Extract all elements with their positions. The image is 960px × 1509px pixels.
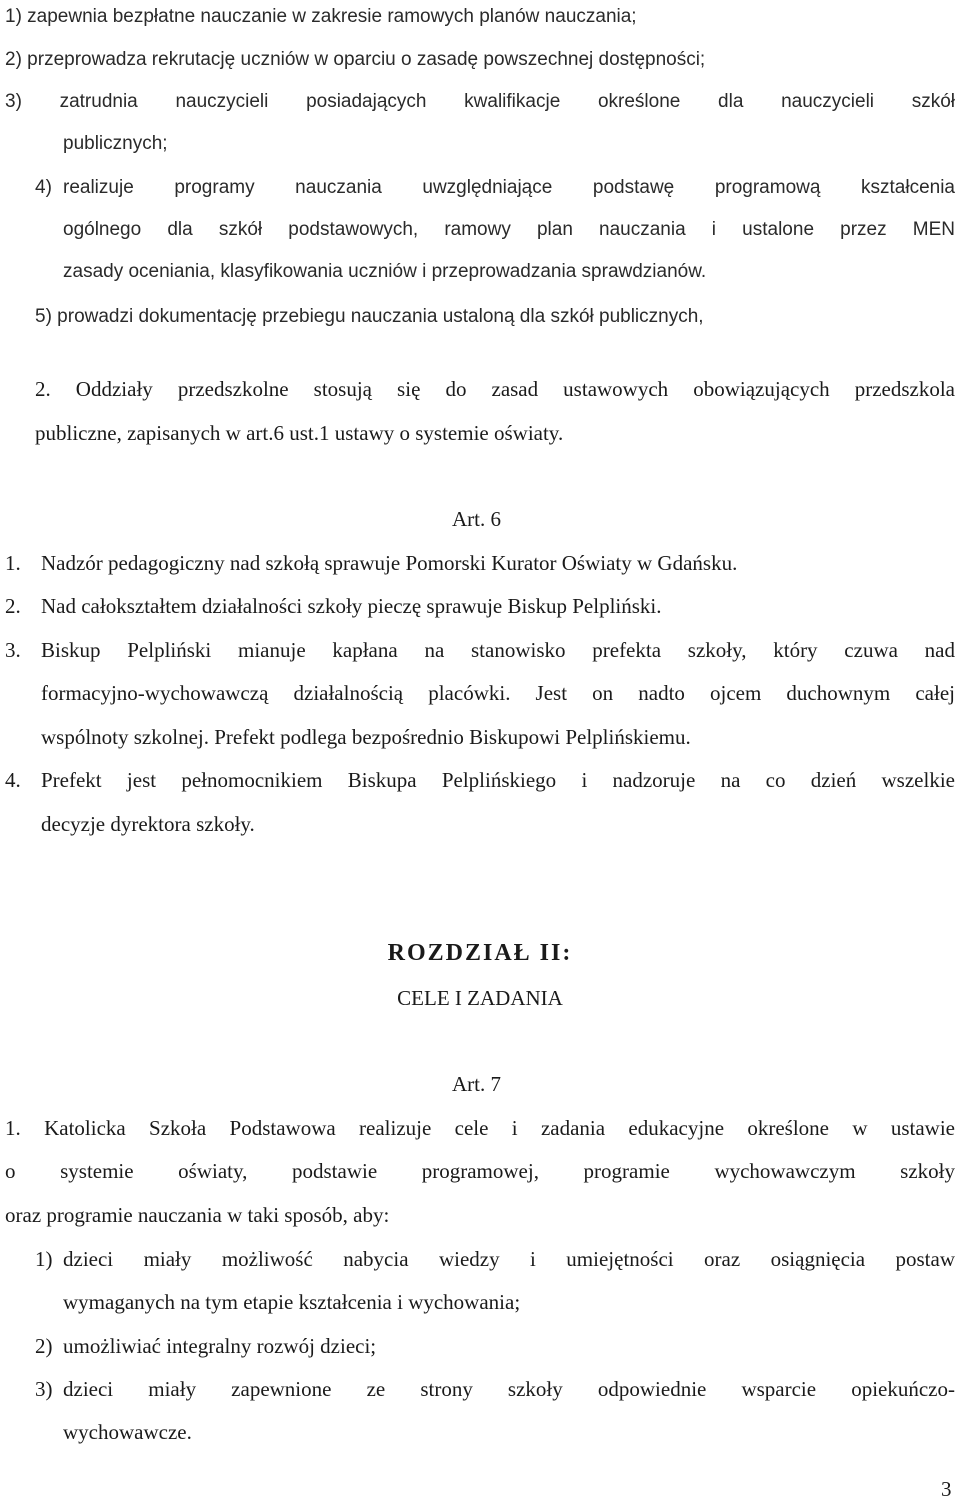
art6-item-4: Prefekt jest pełnomocnikiem Biskupa Pelplińskiego i nadzoruje na co dzień wszelkie xyxy=(41,768,955,792)
list-item-2: 2) przeprowadza rekrutację uczniów w oparciu o zasadę powszechnej dostępności; xyxy=(5,49,706,70)
art7-item-1-cont: wymaganych na tym etapie kształcenia i wychowania; xyxy=(63,1290,521,1314)
art6-item-3-cont2: wspólnoty szkolnej. Prefekt podlega bezpośrednio Biskupowi Pelplińskiemu. xyxy=(41,725,691,749)
list-item-4-cont: ogólnego dla szkół podstawowych, ramowy plan nauczania i ustalone przez MEN xyxy=(63,219,955,240)
art6-item-2: Nad całokształtem działalności szkoły pieczę sprawuje Biskup Pelpliński. xyxy=(41,594,662,618)
article-6-title: Art. 6 xyxy=(452,507,501,531)
art7-item-2-number: 2) xyxy=(35,1334,53,1358)
art6-item-2-number: 2. xyxy=(5,594,21,618)
list-item-3: 3) zatrudnia nauczycieli posiadających kwalifikacje określone dla nauczycieli szkół xyxy=(5,91,955,112)
list-item-4: realizuje programy nauczania uwzględniające podstawę programową kształcenia xyxy=(63,177,955,198)
article-7-title: Art. 7 xyxy=(452,1072,501,1096)
art7-item-1-number: 1) xyxy=(35,1247,53,1271)
art6-item-3: Biskup Pelpliński mianuje kapłana na stanowisko prefekta szkoły, który czuwa nad xyxy=(41,638,955,662)
art7-item-1: dzieci miały możliwość nabycia wiedzy i umiejętności oraz osiągnięcia postaw xyxy=(63,1247,955,1271)
art7-item-3-number: 3) xyxy=(35,1377,53,1401)
list-item-4-number: 4) xyxy=(35,177,52,198)
list-item-4-cont2: zasady oceniania, klasyfikowania uczniów i przeprowadzania sprawdzianów. xyxy=(63,261,707,282)
paragraph-2-cont: publiczne, zapisanych w art.6 ust.1 ustawy o systemie oświaty. xyxy=(35,421,564,445)
art7-paragraph-1-cont: o systemie oświaty, podstawie programowej, programie wychowawczym szkoły xyxy=(5,1159,955,1183)
art6-item-4-number: 4. xyxy=(5,768,21,792)
art6-item-1: Nadzór pedagogiczny nad szkołą sprawuje Pomorski Kurator Oświaty w Gdańsku. xyxy=(41,551,738,575)
art6-item-1-number: 1. xyxy=(5,551,21,575)
list-item-5: 5) prowadzi dokumentację przebiegu nauczania ustaloną dla szkół publicznych, xyxy=(35,306,704,327)
art6-item-4-cont: decyzje dyrektora szkoły. xyxy=(41,812,255,836)
list-item-3-cont: publicznych; xyxy=(63,133,168,154)
page-number: 3 xyxy=(941,1477,952,1501)
art7-paragraph-1: 1. Katolicka Szkoła Podstawowa realizuje cele i zadania edukacyjne określone w ustawie xyxy=(5,1116,955,1140)
art6-item-3-number: 3. xyxy=(5,638,21,662)
art6-item-3-cont: formacyjno-wychowawczą działalnością placówki. Jest on nadto ojcem duchownym całej xyxy=(41,681,955,705)
art7-paragraph-1-cont2: oraz programie nauczania w taki sposób, aby: xyxy=(5,1203,390,1227)
chapter-subtitle: CELE I ZADANIA xyxy=(397,986,563,1010)
list-item-1: 1) zapewnia bezpłatne nauczanie w zakresie ramowych planów nauczania; xyxy=(5,6,637,27)
paragraph-2: 2. Oddziały przedszkolne stosują się do zasad ustawowych obowiązujących przedszkola xyxy=(35,377,955,401)
art7-item-2: umożliwiać integralny rozwój dzieci; xyxy=(63,1334,377,1358)
art7-item-3-cont: wychowawcze. xyxy=(63,1420,192,1444)
chapter-title: ROZDZIAŁ II: xyxy=(387,940,573,966)
art7-item-3: dzieci miały zapewnione ze strony szkoły odpowiednie wsparcie opiekuńczo- xyxy=(63,1377,955,1401)
